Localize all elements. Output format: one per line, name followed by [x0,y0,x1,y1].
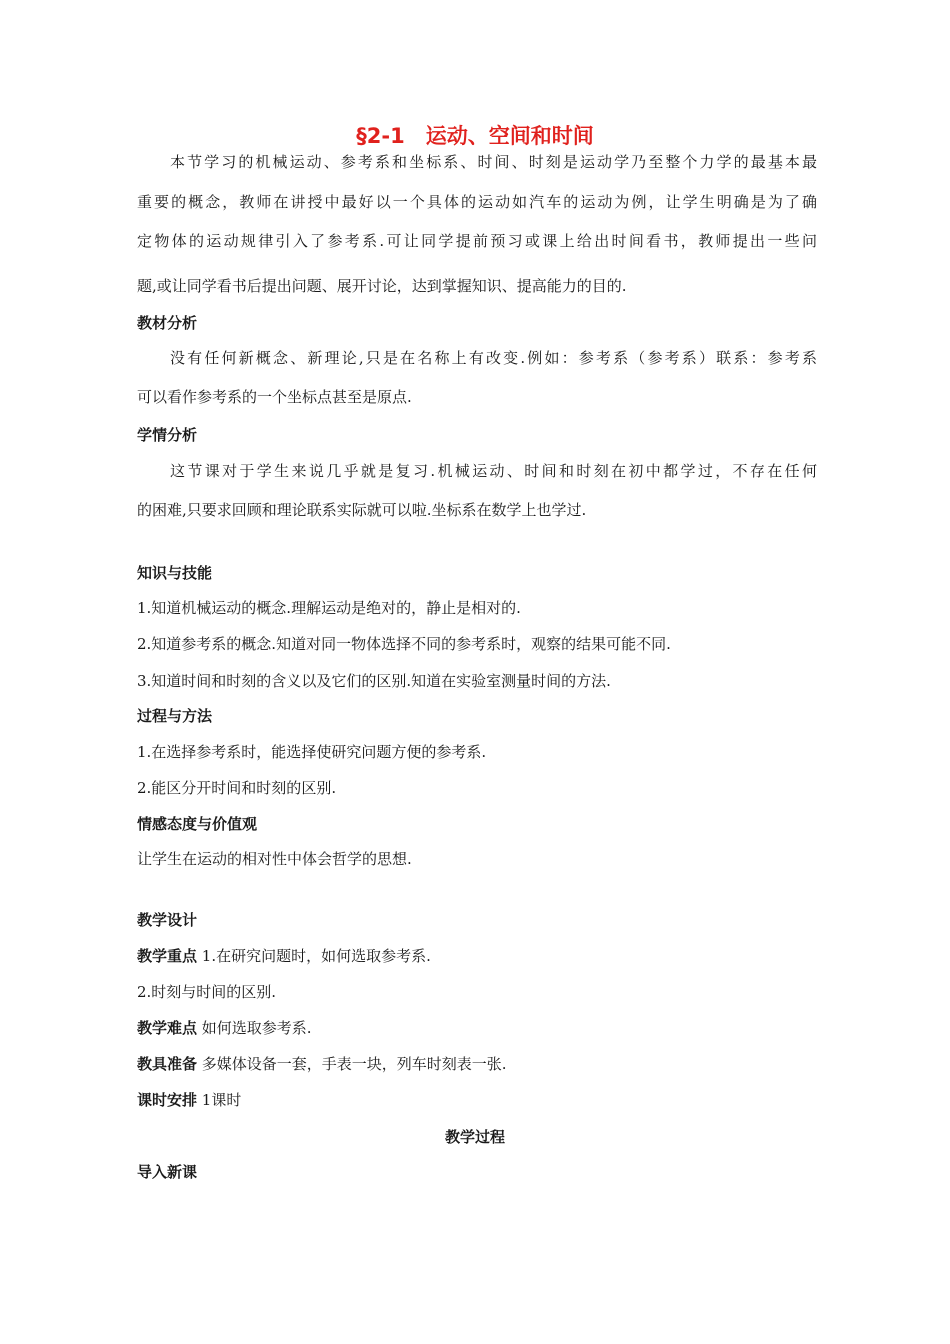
knowledge-item: 3.知道时间和时刻的含义以及它们的区别.知道在实验室测量时间的方法. [137,672,611,690]
students-heading: 学情分析 [137,426,198,444]
process-method-heading: 过程与方法 [137,707,213,725]
tools-label: 教具准备 [137,1055,198,1073]
difficult-point-row [137,1018,817,1038]
key-point-row [137,946,817,966]
key-point-text: 1.在研究问题时，如何选取参考系. [201,947,431,965]
intro-new-lesson-heading: 导入新课 [137,1163,198,1181]
students-line-1: 这节课对于学生来说几乎就是复习.机械运动、时间和时刻在初中都学过，不存在任何 [170,462,817,480]
knowledge-heading: 知识与技能 [137,564,213,582]
textbook-line-1: 没有任何新概念、新理论,只是在名称上有改变.例如：参考系（参考系）联系：参考系 [170,349,817,367]
students-line-2: 的困难,只要求回顾和理论联系实际就可以啦.坐标系在数学上也学过. [137,501,587,519]
key-point-text-2: 2.时刻与时间的区别. [137,983,277,1001]
difficult-point-label: 教学难点 [137,1019,198,1037]
intro-line-4: 题,或让同学看书后提出问题、展开讨论，达到掌握知识、提高能力的目的. [137,277,627,295]
schedule-label: 课时安排 [137,1091,198,1109]
emotion-text: 让学生在运动的相对性中体会哲学的思想. [137,850,412,868]
process-item: 1.在选择参考系时，能选择使研究问题方便的参考系. [137,743,487,761]
knowledge-item: 2.知道参考系的概念.知道对同一物体选择不同的参考系时，观察的结果可能不同. [137,635,671,653]
intro-line-1: 本节学习的机械运动、参考系和坐标系、时间、时刻是运动学乃至整个力学的最基本最 [170,153,817,171]
intro-line-3: 定物体的运动规律引入了参考系.可让同学提前预习或课上给出时间看书，教师提出一些问 [137,232,817,250]
teaching-process-heading: 教学过程 [444,1128,505,1146]
schedule-text: 1课时 [201,1091,242,1109]
knowledge-item: 1.知道机械运动的概念.理解运动是绝对的，静止是相对的. [137,599,521,617]
difficult-point-text: 如何选取参考系. [201,1019,312,1037]
tools-text: 多媒体设备一套，手表一块，列车时刻表一张. [201,1055,507,1073]
textbook-line-2: 可以看作参考系的一个坐标点甚至是原点. [137,388,412,406]
key-point-label: 教学重点 [137,947,198,965]
design-heading: 教学设计 [137,911,198,929]
schedule-row [137,1090,817,1110]
textbook-heading: 教材分析 [137,314,198,332]
intro-line-2: 重要的概念，教师在讲授中最好以一个具体的运动如汽车的运动为例，让学生明确是为了确 [137,193,817,211]
emotion-heading: 情感态度与价值观 [137,815,258,833]
tools-row [137,1054,817,1074]
process-item: 2.能区分开时间和时刻的区别. [137,779,337,797]
page-title: §2-1 运动、空间和时间 [356,124,594,148]
